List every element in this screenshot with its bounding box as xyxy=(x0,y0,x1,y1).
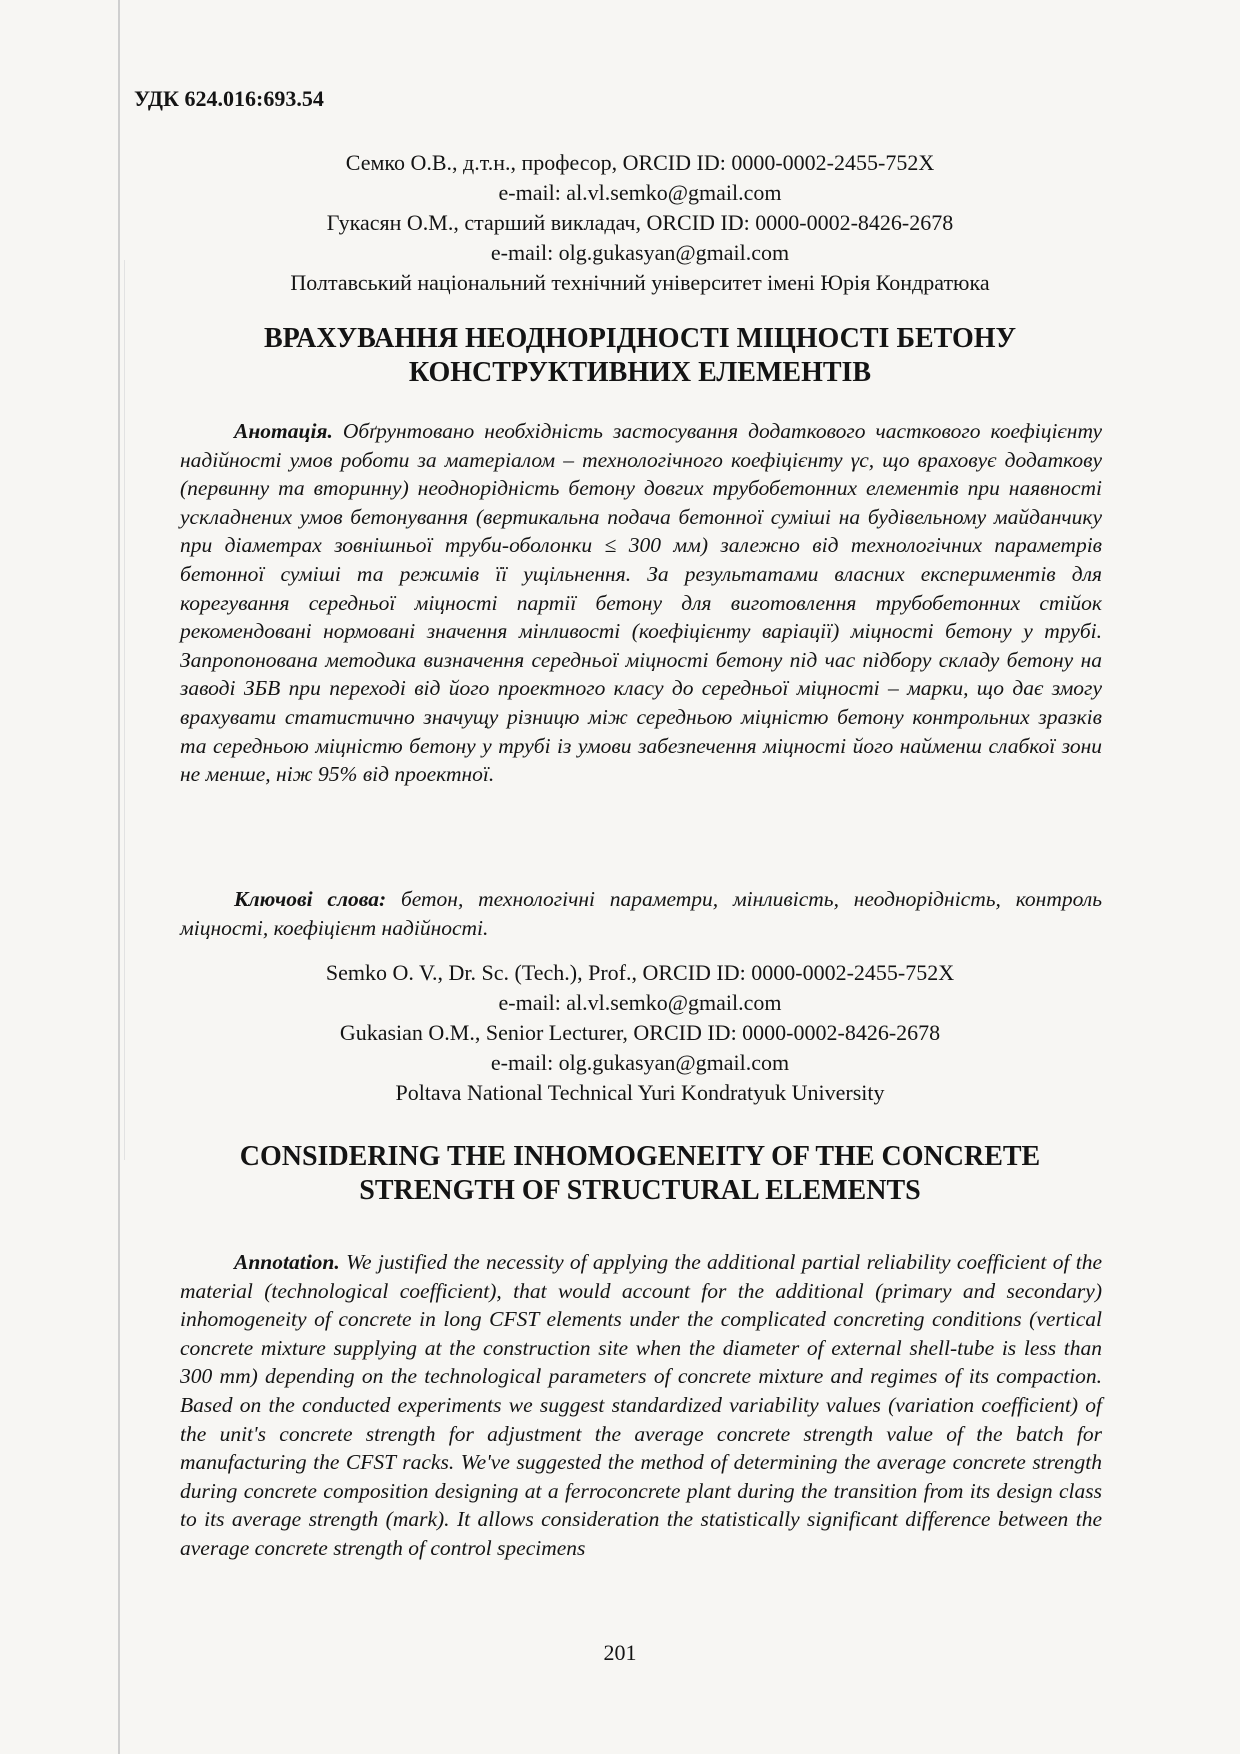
author-email: e-mail: al.vl.semko@gmail.com xyxy=(498,990,782,1015)
abstract-en xyxy=(180,1248,1102,1563)
author-email: e-mail: olg.gukasyan@gmail.com xyxy=(490,1050,790,1075)
abstract-ua xyxy=(180,417,1102,789)
affiliation: Poltava National Technical Yuri Kondratyuk University xyxy=(395,1080,885,1105)
author-line: Гукасян О.М., старший викладач, ORCID ID: 0000-0002-8426-2678 xyxy=(326,210,954,235)
author-email: e-mail: al.vl.semko@gmail.com xyxy=(498,180,782,205)
authors-ua xyxy=(140,148,1140,298)
title-line: ВРАХУВАННЯ НЕОДНОРІДНОСТІ МІЦНОСТІ БЕТОНУ xyxy=(263,323,1017,354)
udk-code: УДК 624.016:693.54 xyxy=(134,86,324,111)
keywords-ua xyxy=(180,885,1102,942)
affiliation: Полтавський національний технічний університет імені Юрія Кондратюка xyxy=(290,270,990,295)
keywords-label: Ключові слова: xyxy=(234,887,387,911)
author-email: e-mail: olg.gukasyan@gmail.com xyxy=(490,240,790,265)
title-line: STRENGTH OF STRUCTURAL ELEMENTS xyxy=(359,1175,921,1206)
abstract-label: Annotation. xyxy=(234,1250,340,1274)
author-line: Семко О.В., д.т.н., професор, ORCID ID: 0000-0002-2455-752X xyxy=(345,150,935,175)
title-line: КОНСТРУКТИВНИХ ЕЛЕМЕНТІВ xyxy=(408,357,872,388)
abstract-text: We justified the necessity of applying the additional partial reliability coefficient of the material (technological coefficient), that would account for the additional (primary and secondary) inhomogeneity of concrete in long CFST elements under the complicated concreting conditions (vertical concrete mixture supplying at the construction site when the diameter of external shell-tube is less than 300 mm) depending on the technological parameters of concrete mixture and regimes of its compaction. Based on the conducted experiments we suggest standardized variability values (variation coefficient) of the unit's concrete strength for adjustment the average concrete strength value of the batch for manufacturing the CFST racks. We've suggested the method of determining the average concrete strength during concrete composition designing at a ferroconcrete plant during the transition from its design class to its average strength (mark). It allows consideration the statistically significant difference between the average concrete strength of control specimens xyxy=(180,1250,1103,1560)
keywords-text: бетон, технологічні параметри, мінливість, неоднорідність, контроль міцності, коефіцієнт надійності. xyxy=(180,887,1103,940)
author-line: Semko O. V., Dr. Sc. (Tech.), Prof., ORCID ID: 0000-0002-2455-752X xyxy=(325,960,955,985)
abstract-text: Обґрунтовано необхідність застосування додаткового часткового коефіцієнту надійності умов роботи за матеріалом – технологічного коефіцієнту γс, що враховує додаткову (первинну та вторинну) неоднорідність бетону довгих трубобетонних елементів при наявності ускладнених умов бетонування (вертикальна подача бетонної суміші на будівельному майданчику при діаметрах зовнішньої труби-оболонки ≤ 300 мм) залежно від технологічних параметрів бетонної суміші та режимів її ущільнення. За результатами власних експериментів для корегування середньої міцності партії бетону для виготовлення трубобетонних стійок рекомендовані нормовані значення мінливості (коефіцієнту варіації) міцності бетону у трубі. Запропонована методика визначення середньої міцності бетону під час підбору складу бетону на заводі ЗБВ при переході від його проектного класу до середньої міцності – марки, що дає змогу врахувати статистично значущу різницю між середньою міцністю бетону контрольних зразків та середньою міцністю бетону у трубі із умови забезпечення міцності його найменш слабкої зони не менше, ніж 95% від проектної. xyxy=(180,419,1103,787)
abstract-label: Анотація. xyxy=(234,419,333,443)
author-line: Gukasian O.M., Senior Lecturer, ORCID ID: 0000-0002-8426-2678 xyxy=(339,1020,941,1045)
authors-en xyxy=(140,958,1140,1108)
page-number: 201 xyxy=(603,1640,637,1665)
title-en xyxy=(140,1140,1140,1208)
title-line: CONSIDERING THE INHOMOGENEITY OF THE CONCRETE xyxy=(239,1141,1041,1172)
title-ua xyxy=(140,322,1140,390)
